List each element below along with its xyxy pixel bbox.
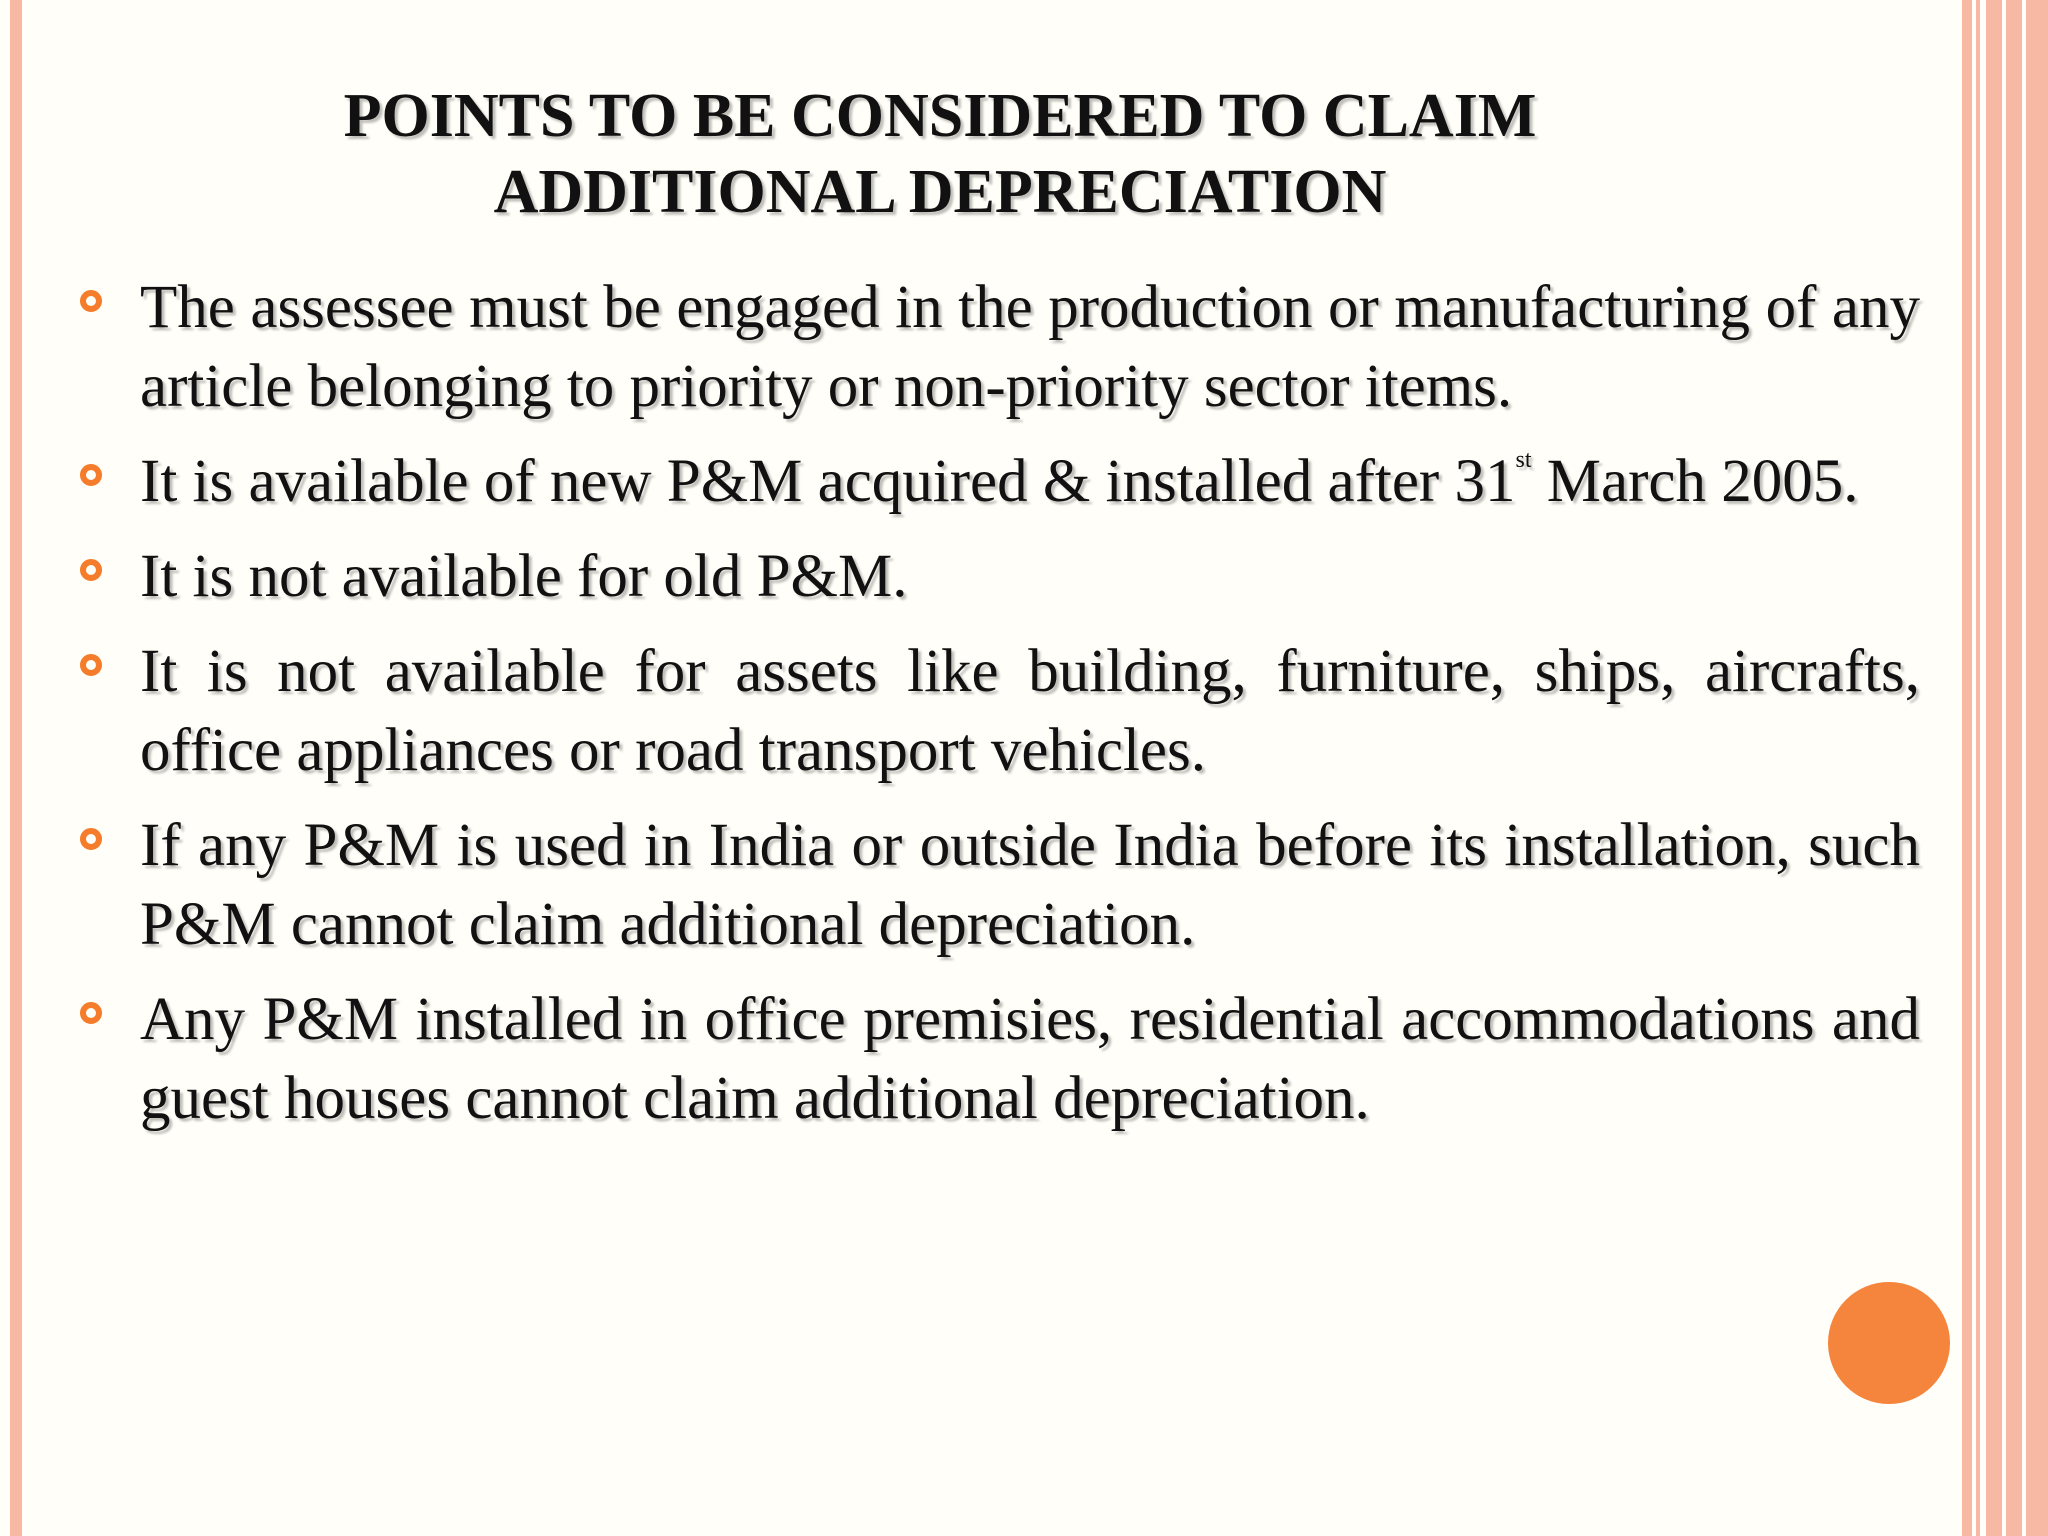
bullet-text: The assessee must be engaged in the production or manufacturing of any article belonging to priority or non-priority sector items. <box>140 274 1920 420</box>
bullet-circle-icon <box>80 654 102 676</box>
bullet-circle-icon <box>80 290 102 312</box>
bullet-circle-icon <box>80 464 102 486</box>
bullet-circle-icon <box>80 1002 102 1024</box>
right-border-stripe <box>1962 0 1972 1536</box>
left-border-stripe <box>10 0 22 1536</box>
bullet-text: Any P&M installed in office premisies, residential accommodations and guest houses cannot claim additional depreciation. <box>140 986 1920 1132</box>
right-border-stripe <box>1976 0 1980 1536</box>
bullet-text-continued: March 2005. <box>1531 448 1859 515</box>
orange-circle-decoration <box>1828 1282 1950 1404</box>
slide-title-line-2: ADDITIONAL DEPRECIATION <box>493 158 1387 226</box>
bullet-circle-icon <box>80 559 102 581</box>
bullet-item <box>80 806 1920 964</box>
right-border-stripe <box>2006 0 2022 1536</box>
right-border-stripe <box>2026 0 2048 1536</box>
bullet-item <box>80 632 1920 790</box>
bullet-item <box>80 980 1920 1138</box>
slide-title <box>180 78 1700 230</box>
bullet-text: It is not available for old P&M. <box>140 543 908 610</box>
right-border-stripe <box>1986 0 2002 1536</box>
bullet-text: It is not available for assets like building, furniture, ships, aircrafts, office appliances or road transport vehicles. <box>140 638 1920 784</box>
bullet-text: It is available of new P&M acquired & installed after 31 <box>140 448 1516 515</box>
bullet-circle-icon <box>80 828 102 850</box>
bullet-item <box>80 442 1920 521</box>
superscript-text: st <box>1515 447 1532 473</box>
bullet-item <box>80 268 1920 426</box>
bullet-item <box>80 537 1920 616</box>
bullet-list <box>80 268 1920 1154</box>
bullet-text: If any P&M is used in India or outside India before its installation, such P&M cannot claim additional depreciation. <box>140 812 1920 958</box>
slide-title-line-1: POINTS TO BE CONSIDERED TO CLAIM <box>343 82 1537 150</box>
